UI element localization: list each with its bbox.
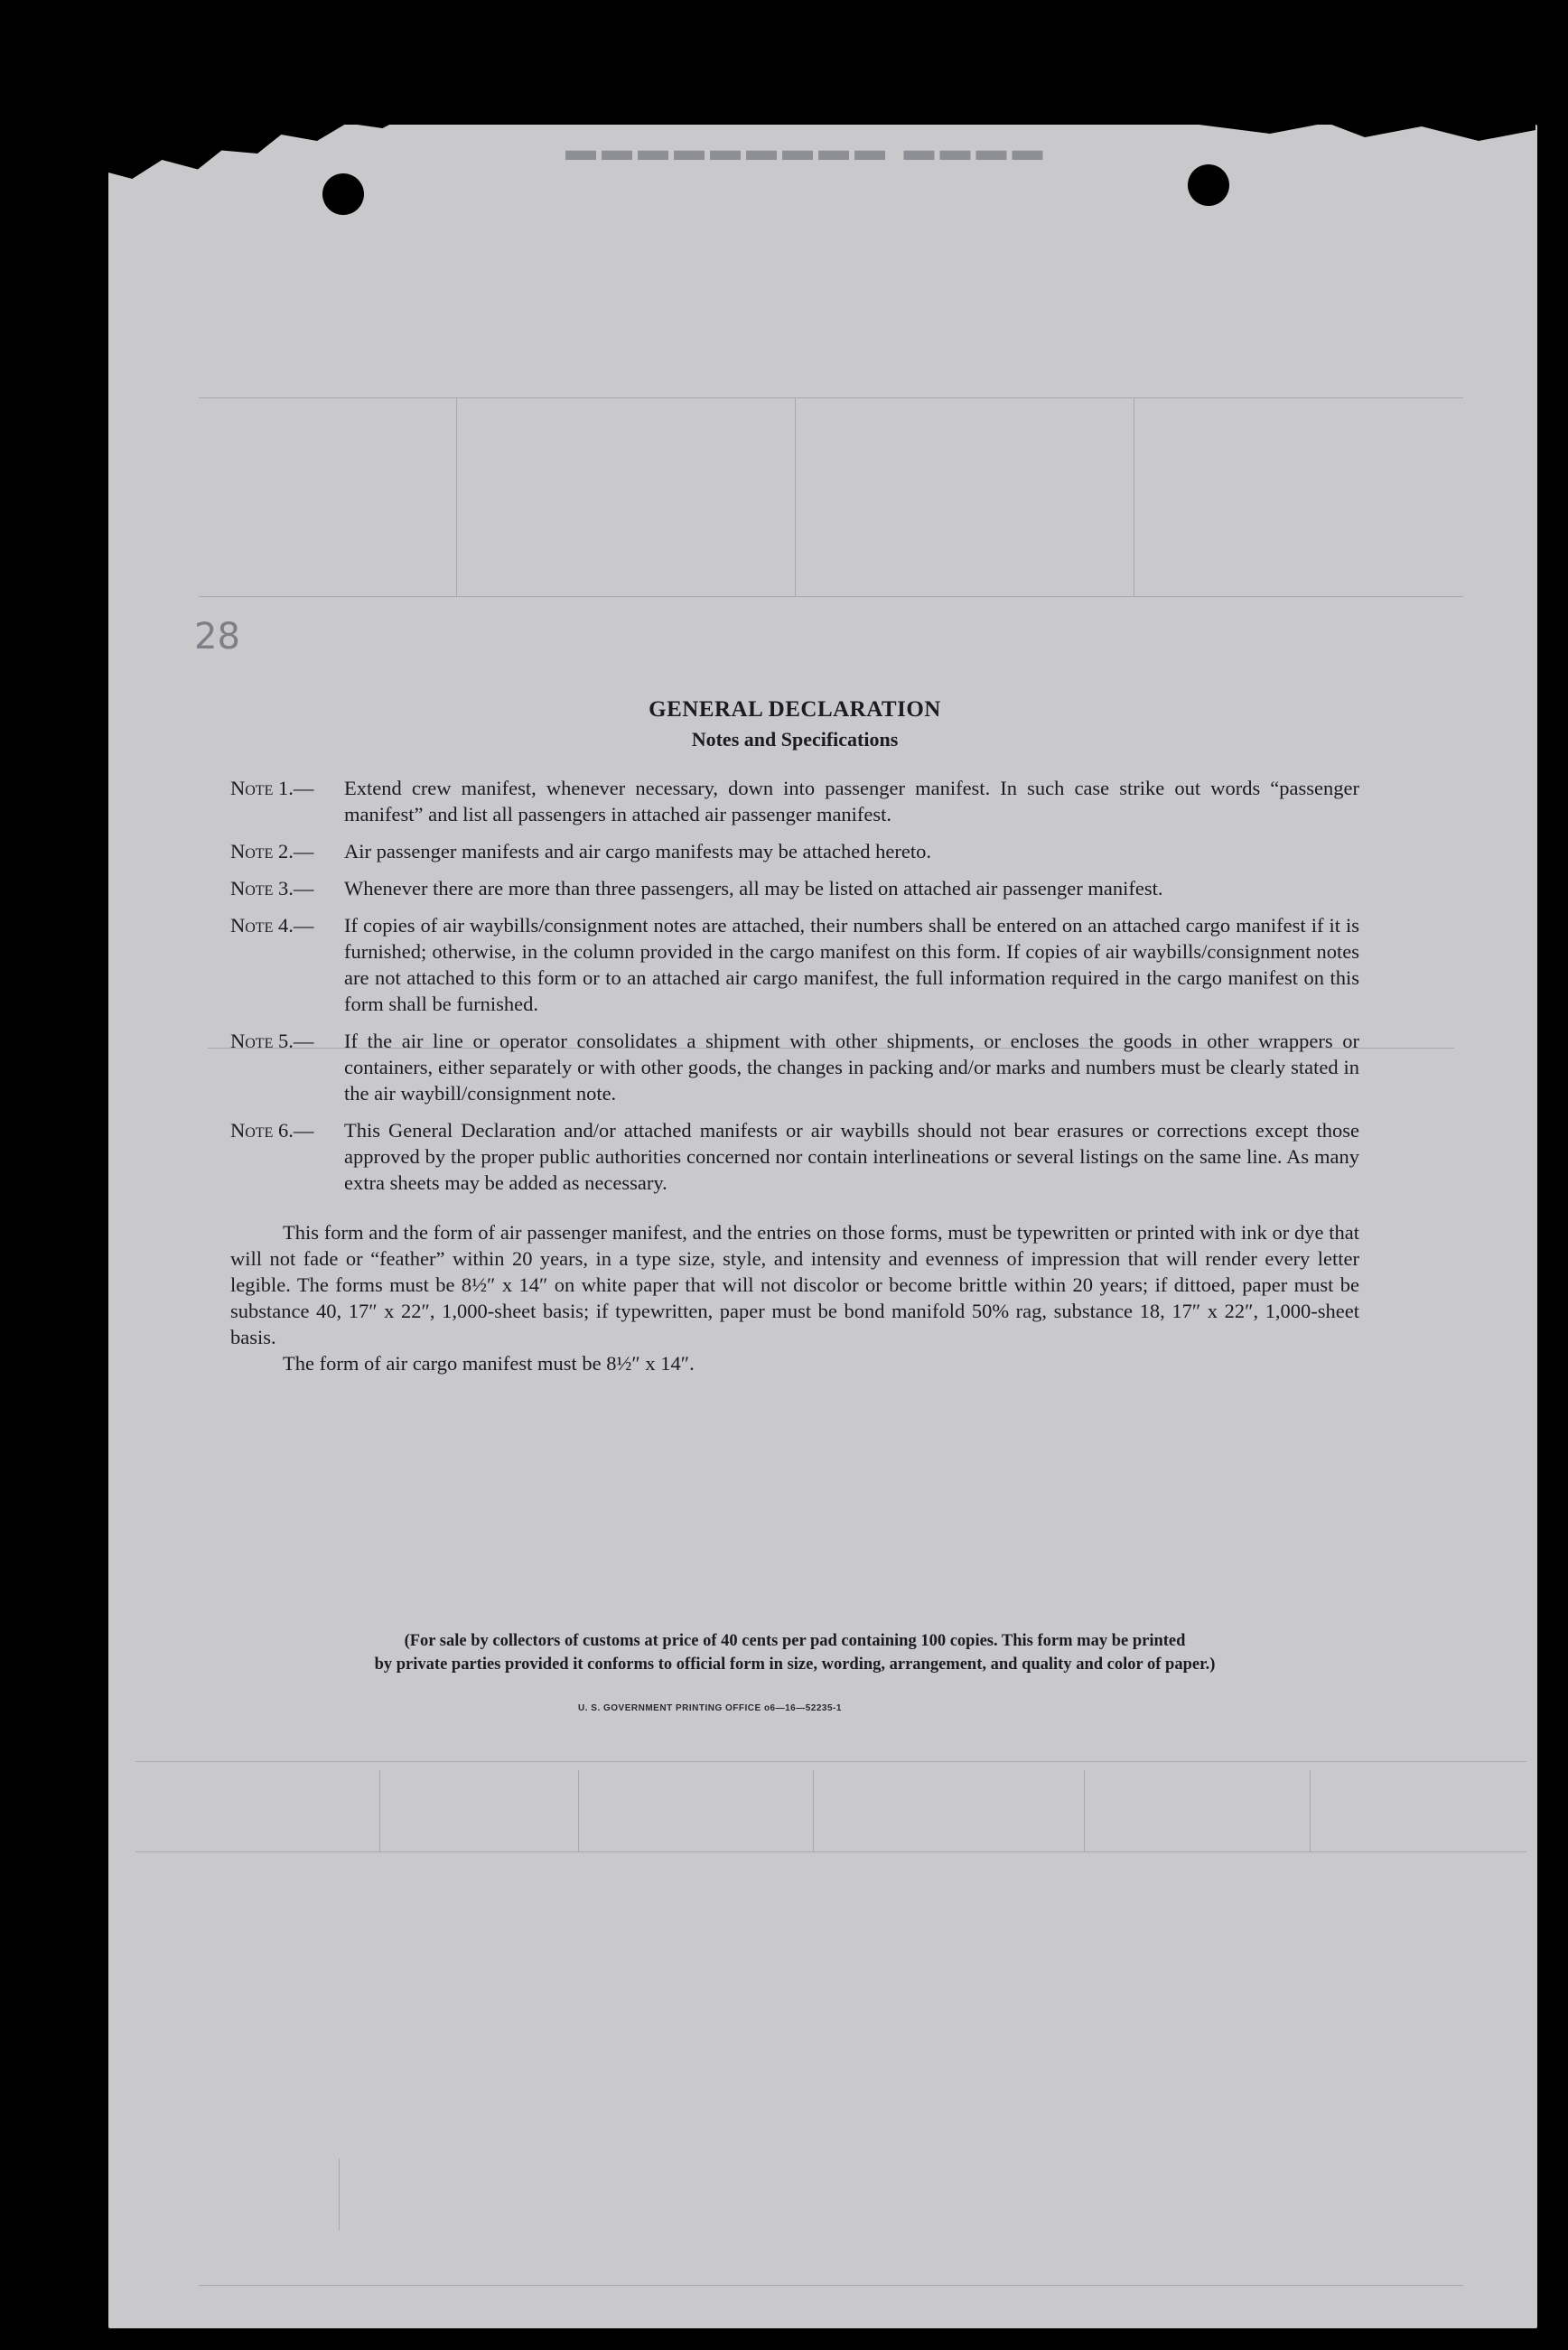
bleed-rule <box>339 2159 340 2231</box>
bleed-rule <box>1084 1770 1085 1851</box>
note-label: Note 6.— <box>230 1119 314 1142</box>
bleed-rule <box>199 2285 1463 2286</box>
note-text: If copies of air waybills/consignment notes are attached, their numbers shall be entered on an attached cargo manifest if it is furnished; otherwise, in the column provided in the cargo manifest on this form. If copies of air waybills/consignment notes are not attached to this form or to an attached air cargo manifest, the full information required in the cargo manifest on this form shall be furnished. <box>344 914 1359 1015</box>
bleed-rule <box>135 1761 1526 1762</box>
note-text: Extend crew manifest, whenever necessary, down into passenger manifest. In such case strike out words “passenger manifest” and list all passengers in attached air passenger manifest. <box>344 777 1359 825</box>
sale-notice-line-2: by private parties provided it conforms to official form in size, wording, arrangement, and quality and color of paper.) <box>374 1655 1216 1674</box>
sale-notice <box>230 1629 1359 1676</box>
note-text: Air passenger manifests and air cargo manifests may be attached hereto. <box>344 840 931 863</box>
note-label: Note 4.— <box>230 914 314 937</box>
printing-office-imprint: U. S. GOVERNMENT PRINTING OFFICE o6—16—52235-1 <box>578 1703 842 1713</box>
bleed-rule <box>456 397 457 596</box>
bleed-rule <box>813 1770 814 1851</box>
bleed-rule <box>1310 1770 1311 1851</box>
note-label: Note 5.— <box>230 1030 314 1052</box>
note-text: Whenever there are more than three passengers, all may be listed on attached air passenger manifest. <box>344 877 1163 900</box>
note-1 <box>230 775 1359 827</box>
bleed-rule <box>199 397 1463 398</box>
note-3 <box>230 875 1359 901</box>
document-title: GENERAL DECLARATION <box>649 697 941 722</box>
punch-hole-left <box>322 173 364 215</box>
bleed-rule <box>379 1770 380 1851</box>
bleed-rule <box>199 596 1463 597</box>
document-subtitle: Notes and Specifications <box>691 728 899 751</box>
reverse-bleed-title: ▬▬▬▬ ▬▬▬▬▬▬▬▬▬ <box>560 134 1043 167</box>
cargo-manifest-size-line: The form of air cargo manifest must be 8½″ x 14″. <box>283 1352 695 1375</box>
note-label: Note 2.— <box>230 840 314 863</box>
note-text: This General Declaration and/or attached manifests or air waybills should not bear erasures or corrections except those approved by the proper public authorities concerned nor contain interlineations or several listings on the same line. As many extra sheets may be added as necessary. <box>344 1119 1359 1194</box>
page-mark: 28 <box>194 616 240 657</box>
note-4 <box>230 912 1359 1017</box>
sale-notice-line-1: (For sale by collectors of customs at price of 40 cents per pad containing 100 copies. This form may be printed <box>404 1632 1186 1650</box>
form-specification-paragraph: This form and the form of air passenger manifest, and the entries on those forms, must be typewritten or printed with ink or dye that will not fade or “feather” within 20 years, in a type size, style, and intensity and evenness of impression that will render every letter legible. The forms must be 8½″ x 14″ on white paper that will not discolor or become brittle within 20 years; if dittoed, paper must be substance 40, 17″ x 22″, 1,000-sheet basis; if typewritten, paper must be bond manifold 50% rag, substance 18, 17″ x 22″, 1,000-sheet basis. <box>230 1221 1359 1348</box>
note-5 <box>230 1028 1359 1106</box>
bleed-rule <box>135 1851 1526 1852</box>
note-label: Note 1.— <box>230 777 314 799</box>
note-text: If the air line or operator consolidates a shipment with other shipments, or encloses the goods in other wrappers or containers, either separately or with other goods, the changes in packing and/or marks and numbers must be clearly stated in the air waybill/consignment note. <box>344 1030 1359 1105</box>
note-label: Note 3.— <box>230 877 314 900</box>
note-2 <box>230 838 1359 864</box>
punch-hole-right <box>1188 164 1229 206</box>
bleed-rule <box>795 397 796 596</box>
bleed-rule <box>578 1770 579 1851</box>
notes-section <box>230 697 1359 1376</box>
note-6 <box>230 1117 1359 1196</box>
